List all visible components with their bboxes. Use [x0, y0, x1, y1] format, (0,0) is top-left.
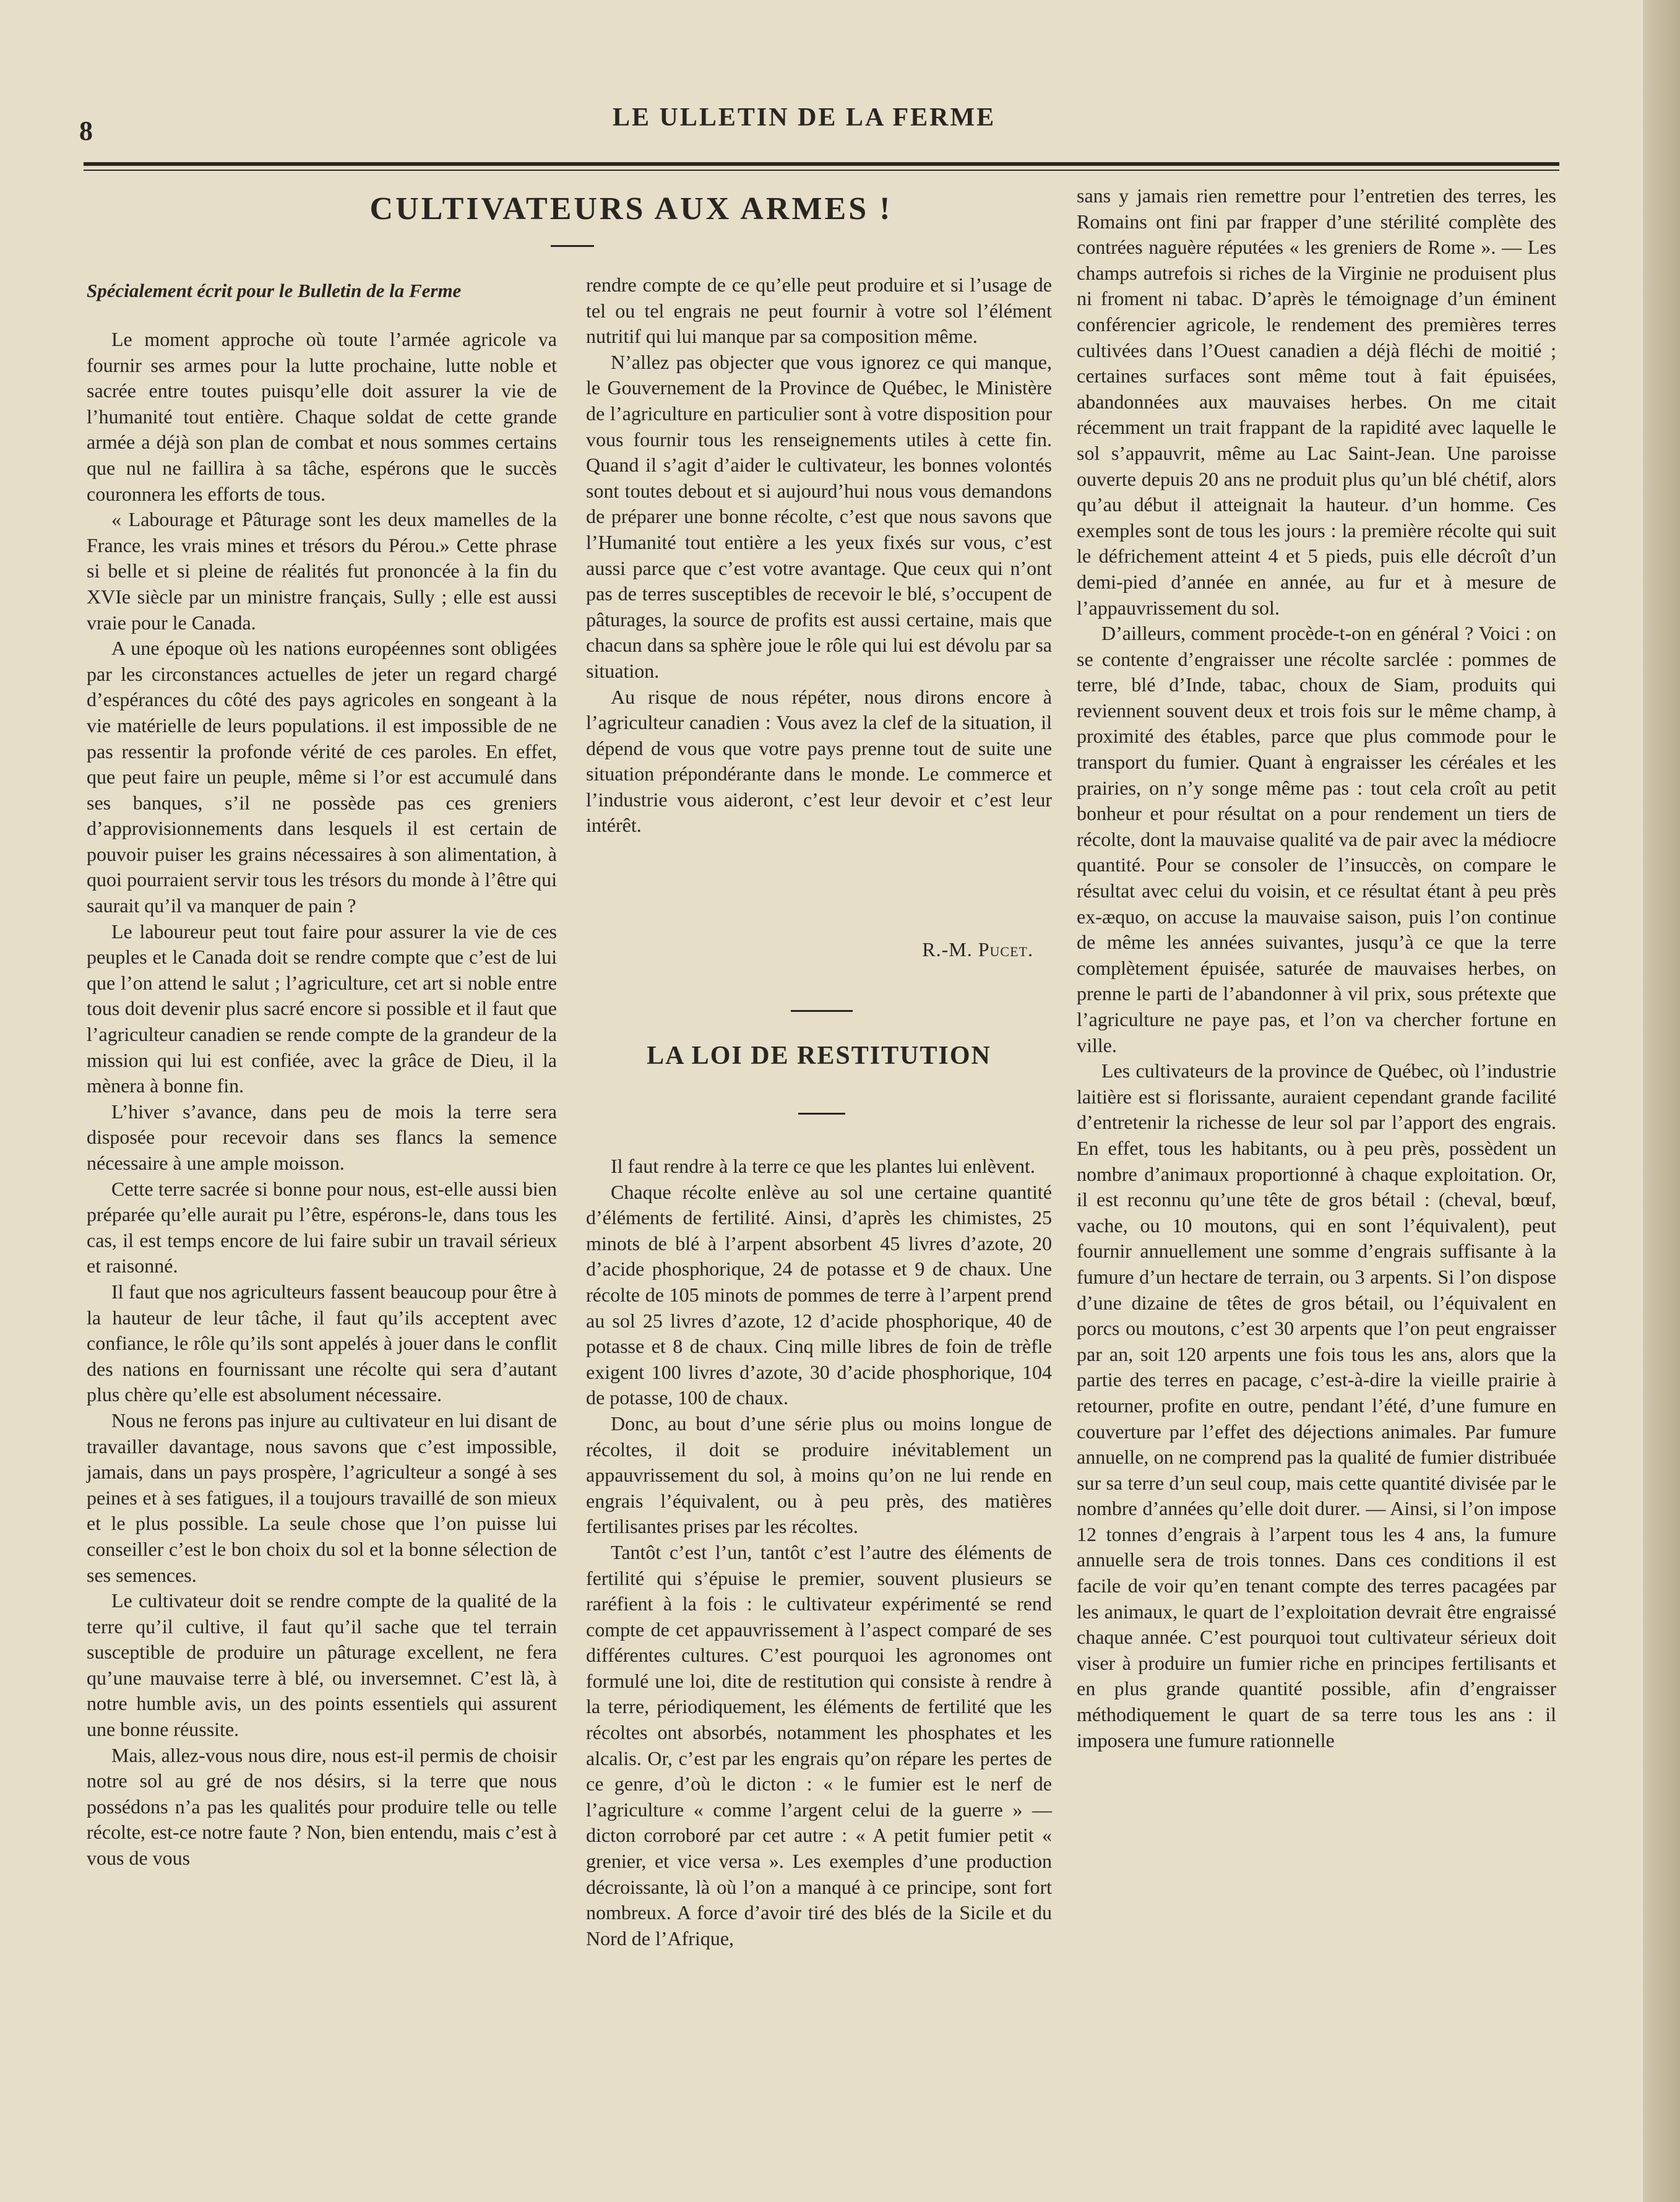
- article-signature: R.-M. Pucet.: [922, 938, 1033, 961]
- paragraph: Au risque de nous répéter, nous dirons encore à l’agriculteur canadien : Vous avez la clef de la situation, il dépend de vous que votre pays prenne tout de suite une situation prépondérante dans le monde. Le commerce et l’industrie vous aideront, c’est leur devoir et c’est leur intérêt.: [586, 685, 1052, 837]
- paragraph: Cette terre sacrée si bonne pour nous, est-elle aussi bien préparée qu’elle aurait pu l’être, espérons-le, dans tous les cas, il est temps encore de lui faire subir un travail sérieux et raisonné.: [87, 1177, 557, 1277]
- running-head: LE ULLETIN DE LA FERME: [613, 103, 996, 132]
- page-number: 8: [79, 116, 93, 146]
- article1-column-2: [586, 272, 1052, 839]
- paragraph: N’allez pas objecter que vous ignorez ce qui manque, le Gouvernement de la Province de Québec, le Ministère de l’agriculture en particulier sont à votre disposition pour vous fournir tous les renseignements utiles à cette fin. Quand il s’agit d’aider le cultivateur, les bonnes volontés sont toutes debout et si aujourd’hui nous vous demandons de préparer une bonne récolte, c’est que nous savons que l’Humanité tout entière a les yeux fixés sur vous, c’est aussi parce que c’est votre avantage. Que ceux qui n’ont pas de terres susceptibles de recevoir le blé, s’occupent de pâturages, la source de profits est aussi certaine, mais que chacun dans sa sphère joue le rôle qui lui est dévolu par sa situation.: [586, 350, 1052, 682]
- article-byline: Spécialement écrit pour le Bulletin de la Ferme: [87, 280, 462, 301]
- paragraph: Mais, allez-vous nous dire, nous est-il permis de choisir notre sol au gré de nos désirs, si la terre que nous possédons n’a pas les qualités pour produire telle ou telle récolte, est-ce notre faute ? Non, bien entendu, mais c’est à vous de vous: [87, 1743, 557, 1870]
- article1-column-1: [87, 327, 557, 1872]
- paragraph: « Labourage et Pâturage sont les deux mamelles de la France, les vrais mines et trésors du Pérou.» Cette phrase si belle et si pleine de réalités fut prononcée à la fin du XVIe siècle par un ministre français, Sully ; elle est aussi vraie pour le Canada.: [87, 508, 557, 634]
- paragraph: rendre compte de ce qu’elle peut produire et si l’usage de tel ou tel engrais ne peut fournir à votre sol l’élément nutritif qui lui manque par sa composition même.: [586, 274, 1052, 348]
- paragraph: Donc, au bout d’une série plus ou moins longue de récoltes, il doit se produire inévitablement un appauvrissement du sol, à moins qu’on ne lui rende en engrais l’équivalent, ou à peu près, des matières fertilisantes prises par les récoltes.: [586, 1412, 1052, 1538]
- paragraph: Les cultivateurs de la province de Québec, où l’industrie laitière est si florissante, auraient cependant grande facilité d’entretenir la richesse de leur sol par l’apport des engrais. En effet, tous les habitants, ou à peu près, possèdent un nombre d’animaux proportionné à chaque exploitation. Or, il est reconnu qu’une tête de gros bétail : (cheval, bœuf, vache, ou 10 moutons, qui en sont l’équivalent), peut fournir annuellement une somme d’engrais suffisante à la fumure d’un hectare de terrain, ou 3 arpents. Si l’on dispose d’une dizaine de têtes de gros bétail, ou l’équivalent en porcs ou moutons, c’est 30 arpents que l’on peut engraisser par an, soit 120 arpents une fois tous les ans, alors que la partie des terres en pacage, c’est-à-dire la vieille prairie à retourner, profite en outre, pendant l’été, d’une fumure en couverture par l’effet des déjections animales. Par fumure annuelle, on ne comprend pas la qualité de fumier distribuée sur sa terre d’un seul coup, mais cette quantité divisée par le nombre d’années qu’elle doit durer. — Ainsi, si l’on impose 12 tonnes d’engrais à l’arpent tous les 4 ans, la fumure annuelle sera de trois tonnes. Dans ces conditions il est facile de voir qu’en tenant compte des terres pacagées par les animaux, le quart de l’exploitation devrait être engraissé chaque année. C’est pourquoi tout cultivateur sérieux doit viser à produire un fumier riche en principes fertilisants et en plus grande quantité possible, afin d’engraisser méthodiquement le quart de sa terre tous les ans : il imposera une fumure rationnelle: [1077, 1060, 1556, 1751]
- paragraph: A une époque où les nations européennes sont obligées par les circonstances actuelles de jeter un regard chargé d’espérances du côté des pays agricoles en songeant à la vie matérielle de leurs populations. il est impossible de ne pas ressentir la profonde vérité de ces paroles. En effet, que peut faire un peuple, même si l’or est accumulé dans ses banques, s’il ne possède pas ces greniers d’approvisionnements dans lesquels il est certain de pouvoir puiser les grains nécessaires à son alimentation, à quoi pourraient servir tous les trésors du monde à l’être qui saurait qu’il va manquer de pain ?: [87, 637, 557, 917]
- paragraph: sans y jamais rien remettre pour l’entretien des terres, les Romains ont fini par frapper d’une stérilité complète des contrées naguère réputées « les greniers de Rome ». — Les champs autrefois si riches de la Virginie ne produisent plus ni froment ni tabac. D’après le témoignage d’un éminent conférencier agricole, le rendement des premières terres cultivées dans l’Ouest canadien a déjà fléchi de moitié ; certaines surfaces sont même tout à fait épuisées, abandonnées aux mauvaises herbes. On me citait récemment un trait frappant de la rapidité avec laquelle le sol s’appauvrit, même au Lac Saint-Jean. Une paroisse ouverte depuis 20 ans ne produit plus qu’un blé chétif, alors qu’au début il atteignait la hauteur. d’un homme. Ces exemples sont de tous les jours : la première récolte qui suit le défrichement atteint 4 et 5 pieds, puis elle décroît d’un demi-pied d’année en année, au fur et à mesure de l’appauvrissement du sol.: [1077, 184, 1556, 619]
- paragraph: Il faut que nos agriculteurs fassent beaucoup pour être à la hauteur de leur tâche, il faut qu’ils acceptent avec confiance, le rôle qu’ils sont appelés à jouer dans le conflit des nations en fournissant une récolte qui sera d’autant plus chère qu’elle est absolument nécessaire.: [87, 1280, 557, 1406]
- paragraph: Nous ne ferons pas injure au cultivateur en lui disant de travailler davantage, nous savons que c’est impossible, jamais, dans un pays prospère, l’agriculteur a songé à ses peines et à ses fatigues, il a toujours travaillé de son mieux et le plus possible. La seule chose que l’on puisse lui conseiller c’est le bon choix du sol et la bonne sélection de ses semences.: [87, 1409, 557, 1586]
- article2-title: LA LOI DE RESTITUTION: [647, 1042, 991, 1070]
- paragraph: Le laboureur peut tout faire pour assurer la vie de ces peuples et le Canada doit se rendre compte que c’est de lui que l’on attend le salut ; l’agriculture, cet art si noble entre tous doit devenir plus sacré encore si possible et il faut que l’agriculteur canadien se rende compte de la grandeur de la mission qui lui est confiée, avec la grâce de Dieu, il la mènera à bonne fin.: [87, 920, 557, 1097]
- paragraph: Chaque récolte enlève au sol une certaine quantité d’éléments de fertilité. Ainsi, d’après les chimistes, 25 minots de blé à l’arpent absorbent 45 livres d’azote, 20 d’acide phosphorique, 24 de potasse et 9 de chaux. Une récolte de 105 minots de pommes de terre à l’arpent prend au sol 25 livres d’azote, 12 d’acide phosphorique, 40 de potasse et 8 de chaux. Cinq mille libres de foin de trèfle exigent 100 livres d’azote, 30 d’acide phosphorique, 104 de potasse, 100 de chaux.: [586, 1180, 1052, 1409]
- paragraph: Le cultivateur doit se rendre compte de la qualité de la terre qu’il cultive, il faut qu’il sache que tel terrain susceptible de produire un pâturage excellent, ne fera qu’une mauvaise terre à blé, ou inversemnet. C’est là, à notre humble avis, un des points essentiels qui assurent une bonne réussite.: [87, 1589, 557, 1741]
- paragraph: Tantôt c’est l’un, tantôt c’est l’autre des éléments de fertilité qui s’épuise le premier, souvent plusieurs se raréfient à la fois : le cultivateur expérimenté se rend compte de cet appauvrissement à l’aspect comparé de ses différentes cultures. C’est pourquoi les agronomes ont formulé une loi, dite de restitution qui consiste à rendre à la terre, périodiquement, les éléments de fertilité que les récoltes ont absorbés, notamment les phosphates et les alcalis. Or, c’est par les engrais qu’on répare les pertes de ce genre, d’où le dicton : « le fumier est le nerf de l’agriculture « comme l’argent celui de la guerre » — dicton corroboré par cet autre : « A petit fumier petit « grenier, et vice versa ». Les exemples d’une production décroissante, là où l’on a manqué à ce principe, sont fort nombreux. A force d’avoir tiré des blés de la Sicile et du Nord de l’Afrique,: [586, 1540, 1052, 1949]
- article2-column-1: [586, 1154, 1052, 1951]
- paragraph: Le moment approche où toute l’armée agricole va fournir ses armes pour la lutte prochaine, lutte noble et sacrée entre toutes puisqu’elle doit assurer la vie de l’humanité tout entière. Chaque soldat de cette grande armée a déjà son plan de combat et nous sommes certains que nul ne faillira à sa tâche, espérons que le succès couronnera les efforts de tous.: [87, 328, 557, 505]
- header-rule: [84, 162, 1559, 166]
- title-rule: [551, 245, 594, 247]
- page-edge: [1643, 0, 1680, 2202]
- header-rule-thin: [84, 170, 1559, 171]
- paragraph: L’hiver s’avance, dans peu de mois la terre sera disposée pour recevoir dans ses flancs la semence nécessaire à une ample moisson.: [87, 1100, 557, 1174]
- section-divider: [791, 1010, 853, 1012]
- paragraph: Il faut rendre à la terre ce que les plantes lui enlèvent.: [611, 1155, 1035, 1177]
- article-title: CULTIVATEURS AUX ARMES !: [369, 191, 893, 227]
- article2-column-2: [1077, 183, 1556, 1753]
- title-rule: [798, 1113, 845, 1115]
- paragraph: D’ailleurs, comment procède-t-on en général ? Voici : on se contente d’engraisser une récolte sarclée : pommes de terre, blé d’Inde, tabac, choux de Siam, produits qui reviennent souvent deux et trois fois sur le même champ, à proximité des étables, parce que plus commode pour le transport du fumier. Quant à engraisser les céréales et les prairies, on n’y songe même pas : tout cela croît au petit bonheur et pour résultat on a pour rendement un tiers de récolte, dont la mauvaise qualité va de pair avec la médiocre quantité. Pour se consoler de l’insuccès, on compare le résultat avec celui du voisin, et ce résultat étant à peu près ex-æquo, on accuse la mauvaise saison, puis l’on continue de même les années suivantes, jusqu’à ce que la terre complètement épuisée, saturée de mauvaises herbes, on prenne le parti de l’abandonner à vil prix, sous prétexte que l’agriculture ne paye pas, et l’on va chercher fortune en ville.: [1077, 622, 1556, 1056]
